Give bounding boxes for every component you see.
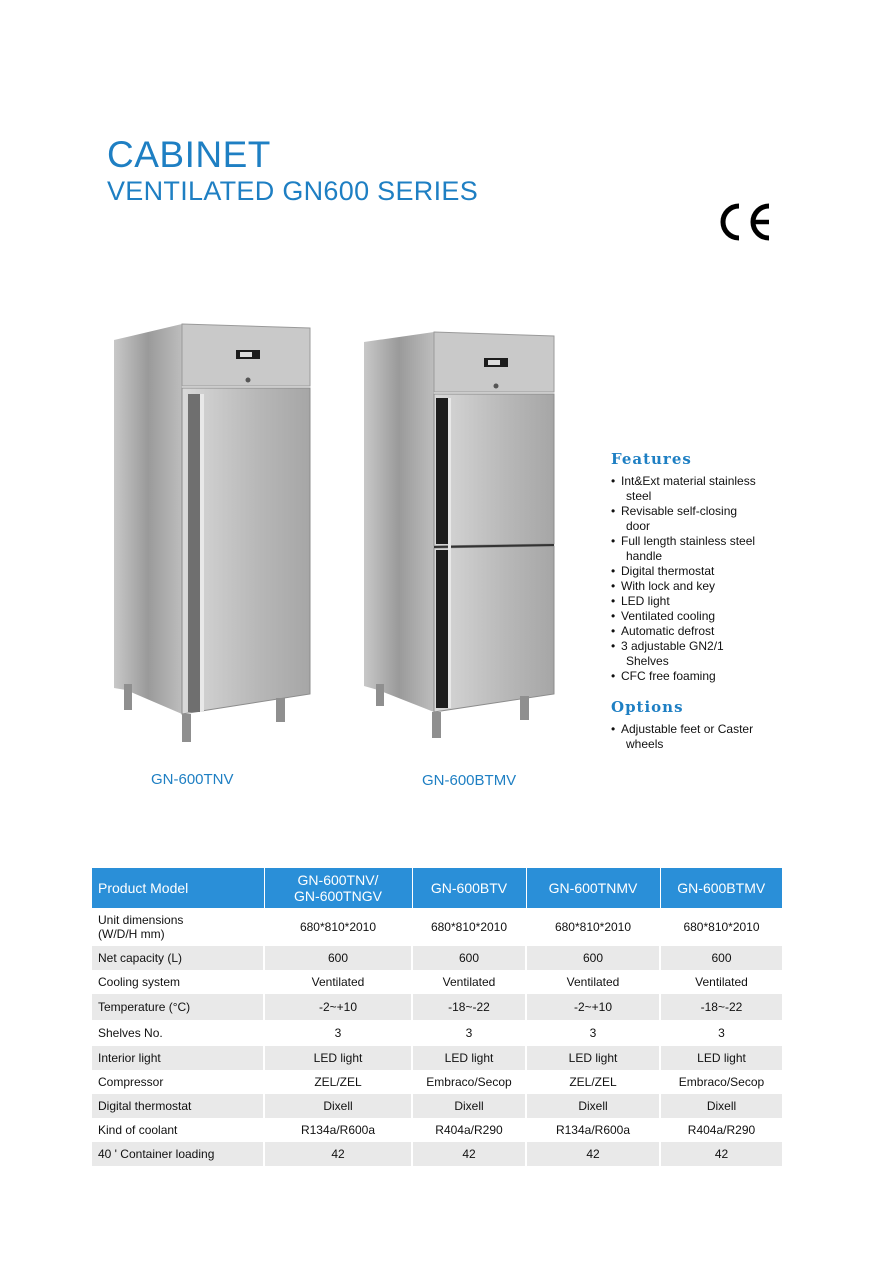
row-label: Kind of coolant xyxy=(92,1118,264,1142)
table-cell: 42 xyxy=(526,1142,660,1166)
column-header-model: GN-600TNMV xyxy=(526,868,660,908)
table-row xyxy=(92,1118,782,1142)
list-item-text: Adjustable feet or Caster xyxy=(621,722,754,736)
list-item-text: Full length stainless steel xyxy=(621,534,756,548)
product-label-1: GN-600TNV xyxy=(151,771,234,788)
table-cell: 600 xyxy=(660,946,782,970)
list-item xyxy=(611,474,811,504)
table-row xyxy=(92,1094,782,1118)
options-list xyxy=(611,722,811,752)
list-item-text: wheels xyxy=(626,737,664,751)
list-item xyxy=(611,594,811,609)
table-cell: 3 xyxy=(264,1020,412,1046)
list-item xyxy=(611,722,811,752)
row-label: Interior light xyxy=(92,1046,264,1070)
table-cell: ZEL/ZEL xyxy=(526,1070,660,1094)
table-cell: 680*810*2010 xyxy=(264,908,412,946)
list-item-text: Revisable self-closing xyxy=(621,504,738,518)
table-row xyxy=(92,970,782,994)
row-label: Unit dimensions (W/D/H mm) xyxy=(92,908,264,946)
features-panel xyxy=(611,450,811,752)
table-cell: R134a/R600a xyxy=(264,1118,412,1142)
table-row xyxy=(92,908,782,946)
list-item-text: Digital thermostat xyxy=(621,564,715,578)
table-row xyxy=(92,1046,782,1070)
table-cell: Ventilated xyxy=(660,970,782,994)
table-cell: 600 xyxy=(526,946,660,970)
table-cell: 3 xyxy=(526,1020,660,1046)
list-item-text: handle xyxy=(626,549,663,563)
list-item-text: door xyxy=(626,519,651,533)
table-cell: R404a/R290 xyxy=(660,1118,782,1142)
table-cell: 42 xyxy=(264,1142,412,1166)
options-heading: Options xyxy=(611,698,684,716)
spec-table xyxy=(92,868,782,1166)
list-item xyxy=(611,564,811,579)
list-item-text: With lock and key xyxy=(621,579,716,593)
product-image-half-door xyxy=(362,330,562,740)
list-item xyxy=(611,504,811,534)
features-heading: Features xyxy=(611,450,692,468)
table-cell: LED light xyxy=(412,1046,526,1070)
row-label: Digital thermostat xyxy=(92,1094,264,1118)
table-cell: Embraco/Secop xyxy=(660,1070,782,1094)
table-cell: R404a/R290 xyxy=(412,1118,526,1142)
table-cell: LED light xyxy=(264,1046,412,1070)
table-row xyxy=(92,994,782,1020)
table-cell: 42 xyxy=(412,1142,526,1166)
list-item-text: Ventilated cooling xyxy=(621,609,716,623)
page-subtitle: VENTILATED GN600 SERIES xyxy=(107,176,479,206)
table-cell: ZEL/ZEL xyxy=(264,1070,412,1094)
column-header-model: GN-600BTV xyxy=(412,868,526,908)
list-item-text: LED light xyxy=(621,594,670,608)
column-header-product-model: Product Model xyxy=(92,868,264,908)
list-item xyxy=(611,669,811,684)
spec-table-header xyxy=(92,868,782,908)
table-cell: Ventilated xyxy=(264,970,412,994)
table-cell: 680*810*2010 xyxy=(526,908,660,946)
product-label-2: GN-600BTMV xyxy=(422,772,517,789)
list-item-text: Automatic defrost xyxy=(621,624,715,638)
table-row xyxy=(92,1142,782,1166)
table-cell: 680*810*2010 xyxy=(660,908,782,946)
table-cell: Dixell xyxy=(526,1094,660,1118)
row-label: Shelves No. xyxy=(92,1020,264,1046)
list-item-text: 3 adjustable GN2/1 xyxy=(621,639,724,653)
table-cell: -2~+10 xyxy=(264,994,412,1020)
list-item-text: Int&Ext material stainless xyxy=(621,474,756,488)
row-label: Cooling system xyxy=(92,970,264,994)
table-cell: -18~-22 xyxy=(412,994,526,1020)
table-cell: 3 xyxy=(412,1020,526,1046)
table-cell: Ventilated xyxy=(526,970,660,994)
table-row xyxy=(92,1020,782,1046)
column-header-model: GN-600BTMV xyxy=(660,868,782,908)
list-item xyxy=(611,579,811,594)
list-item-text: CFC free foaming xyxy=(621,669,716,683)
table-cell: -18~-22 xyxy=(660,994,782,1020)
table-cell: Dixell xyxy=(412,1094,526,1118)
row-label: Net capacity (L) xyxy=(92,946,264,970)
list-item-text: steel xyxy=(626,489,652,503)
table-cell: Dixell xyxy=(264,1094,412,1118)
features-list xyxy=(611,474,811,684)
list-item-text: Shelves xyxy=(626,654,669,668)
table-cell: Dixell xyxy=(660,1094,782,1118)
table-cell: 600 xyxy=(264,946,412,970)
row-label: Temperature (°C) xyxy=(92,994,264,1020)
ce-mark-icon xyxy=(715,200,773,244)
column-header-model: GN-600TNV/ GN-600TNGV xyxy=(264,868,412,908)
table-cell: 680*810*2010 xyxy=(412,908,526,946)
product-image-single-door xyxy=(110,322,315,744)
table-cell: Embraco/Secop xyxy=(412,1070,526,1094)
row-label: 40 ' Container loading xyxy=(92,1142,264,1166)
table-row xyxy=(92,1070,782,1094)
list-item xyxy=(611,639,811,669)
table-cell: R134a/R600a xyxy=(526,1118,660,1142)
table-cell: 3 xyxy=(660,1020,782,1046)
table-cell: Ventilated xyxy=(412,970,526,994)
table-cell: LED light xyxy=(526,1046,660,1070)
table-cell: 42 xyxy=(660,1142,782,1166)
list-item xyxy=(611,609,811,624)
table-cell: LED light xyxy=(660,1046,782,1070)
page-title: CABINET xyxy=(107,134,271,175)
list-item xyxy=(611,624,811,639)
row-label: Compressor xyxy=(92,1070,264,1094)
table-cell: 600 xyxy=(412,946,526,970)
table-cell: -2~+10 xyxy=(526,994,660,1020)
table-row xyxy=(92,946,782,970)
list-item xyxy=(611,534,811,564)
